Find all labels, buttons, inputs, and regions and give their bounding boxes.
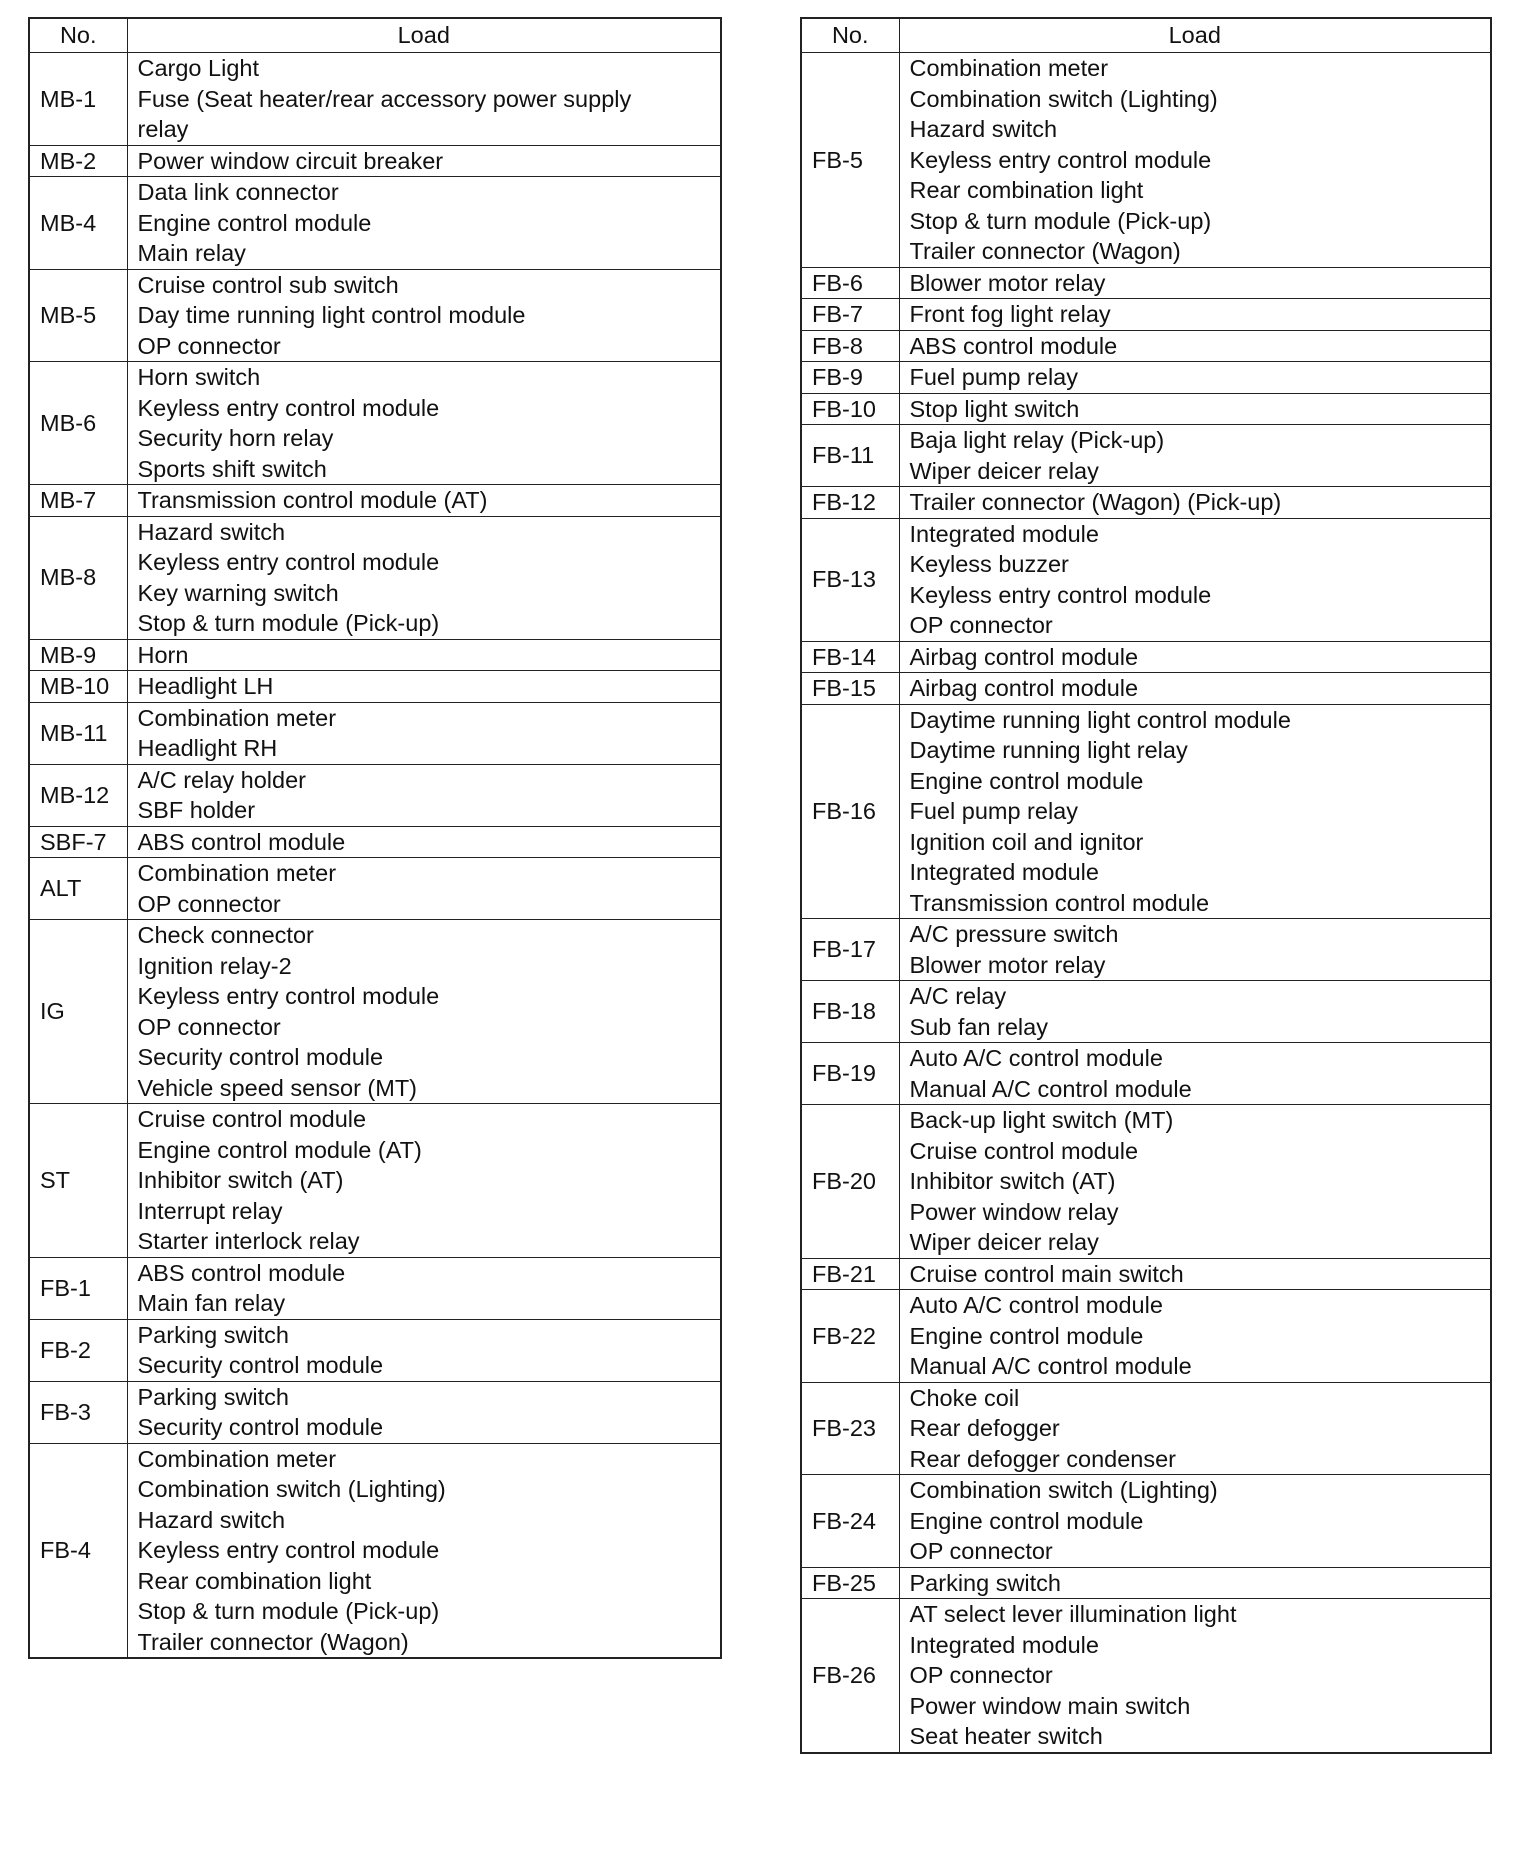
fuse-number: FB-19 — [801, 1043, 899, 1105]
fuse-number: FB-12 — [801, 487, 899, 519]
table-row — [801, 299, 1491, 331]
table-row — [801, 673, 1491, 705]
load-cell — [899, 487, 1491, 519]
table-row — [29, 516, 721, 639]
fuse-number: FB-17 — [801, 919, 899, 981]
load-item: ABS control module — [137, 1259, 346, 1286]
load-cell — [127, 269, 721, 362]
fuse-number: FB-14 — [801, 641, 899, 673]
load-item: AT select lever illumination light — [909, 1601, 1237, 1627]
load-item: Sports shift switch — [137, 455, 327, 482]
load-item: relay — [137, 116, 189, 142]
load-item: Trailer connector (Wagon) — [137, 1628, 409, 1655]
fuse-number: FB-1 — [29, 1257, 127, 1319]
fuse-number: FB-4 — [29, 1443, 127, 1658]
load-cell — [127, 362, 721, 485]
load-cell — [127, 145, 721, 177]
load-cell — [899, 1105, 1491, 1259]
load-item: Keyless entry control module — [137, 549, 440, 575]
load-cell — [899, 362, 1491, 394]
load-cell — [127, 920, 721, 1104]
fuse-number: FB-18 — [801, 981, 899, 1043]
fuse-number: MB-7 — [29, 485, 127, 517]
load-cell — [127, 53, 721, 146]
load-item: Check connector — [137, 922, 314, 948]
load-item: Trailer connector (Wagon) — [909, 238, 1181, 264]
load-cell — [127, 702, 721, 764]
fuse-number: ALT — [29, 858, 127, 920]
load-item: Airbag control module — [909, 675, 1139, 701]
table-row — [29, 362, 721, 485]
load-cell — [899, 425, 1491, 487]
load-item: Power window relay — [909, 1198, 1119, 1225]
fuse-number: FB-5 — [801, 53, 899, 268]
table-row — [29, 1443, 721, 1658]
fuse-number: FB-7 — [801, 299, 899, 331]
load-item: ABS control module — [909, 332, 1118, 359]
fuse-number: MB-4 — [29, 177, 127, 270]
load-item: Combination meter — [137, 1445, 337, 1472]
load-cell — [127, 1257, 721, 1319]
table-row — [801, 267, 1491, 299]
load-item: Rear defogger — [909, 1415, 1060, 1441]
fuse-number: FB-25 — [801, 1567, 899, 1599]
load-item: Manual A/C control module — [909, 1353, 1192, 1379]
load-cell — [127, 639, 721, 671]
load-item: Hazard switch — [137, 518, 286, 545]
fuse-number: MB-10 — [29, 671, 127, 703]
load-item: Combination meter — [909, 55, 1109, 81]
load-item: Integrated module — [909, 1631, 1099, 1658]
load-item: Ignition relay-2 — [137, 952, 292, 979]
load-cell — [899, 673, 1491, 705]
fuse-number: FB-21 — [801, 1258, 899, 1290]
load-item: Airbag control module — [909, 643, 1139, 670]
load-item: Fuel pump relay — [909, 798, 1078, 824]
table-row — [801, 1290, 1491, 1383]
load-item: Starter interlock relay — [137, 1228, 360, 1254]
load-item: Keyless entry control module — [137, 1537, 440, 1563]
load-item: Wiper deicer relay — [909, 457, 1099, 484]
fuse-number: MB-5 — [29, 269, 127, 362]
table-body — [29, 53, 721, 1659]
column-header-no: No. — [801, 18, 899, 53]
load-item: SBF holder — [137, 797, 256, 823]
load-item: Combination switch (Lighting) — [909, 85, 1218, 112]
load-item: Rear combination light — [909, 177, 1144, 203]
load-item: Headlight LH — [137, 673, 274, 699]
load-cell — [899, 981, 1491, 1043]
fuse-load-table-right — [800, 17, 1492, 1754]
load-item: Stop & turn module (Pick-up) — [137, 1598, 440, 1624]
load-cell — [127, 516, 721, 639]
load-cell — [127, 485, 721, 517]
load-item: Hazard switch — [137, 1506, 286, 1533]
load-item: Cruise control module — [909, 1137, 1139, 1164]
load-item: OP connector — [909, 1662, 1053, 1688]
load-item: Parking switch — [137, 1321, 289, 1348]
fuse-number: FB-15 — [801, 673, 899, 705]
load-item: Engine control module — [909, 767, 1144, 794]
table-row — [29, 1319, 721, 1381]
column-header-load: Load — [127, 18, 721, 53]
table-row — [801, 1258, 1491, 1290]
load-item: Seat heater switch — [909, 1723, 1103, 1749]
load-item: Sub fan relay — [909, 1013, 1048, 1040]
load-item: Security horn relay — [137, 425, 334, 451]
load-item: Main fan relay — [137, 1290, 286, 1316]
load-item: Daytime running light relay — [909, 737, 1188, 763]
load-item: OP connector — [137, 1013, 281, 1040]
load-item: Front fog light relay — [909, 301, 1111, 327]
load-item: Cargo Light — [137, 55, 259, 81]
load-item: Cruise control sub switch — [137, 271, 399, 298]
fuse-number: FB-2 — [29, 1319, 127, 1381]
load-item: Power window circuit breaker — [137, 147, 444, 174]
fuse-number: FB-16 — [801, 704, 899, 919]
fuse-number: IG — [29, 920, 127, 1104]
load-item: Blower motor relay — [909, 269, 1106, 296]
table-row — [29, 177, 721, 270]
load-item: OP connector — [137, 332, 281, 359]
load-cell — [899, 1475, 1491, 1568]
load-item: A/C pressure switch — [909, 921, 1119, 947]
load-item: Stop light switch — [909, 395, 1080, 422]
load-item: Keyless buzzer — [909, 551, 1069, 577]
load-cell — [899, 518, 1491, 641]
fuse-number: FB-13 — [801, 518, 899, 641]
load-item: Manual A/C control module — [909, 1075, 1192, 1102]
table-row — [801, 518, 1491, 641]
load-item: Parking switch — [137, 1383, 289, 1410]
load-item: Day time running light control module — [137, 302, 526, 328]
load-item: Wiper deicer relay — [909, 1229, 1099, 1255]
fuse-number: SBF-7 — [29, 826, 127, 858]
load-item: Combination meter — [137, 704, 337, 731]
table-row — [801, 919, 1491, 981]
table-row — [801, 1382, 1491, 1475]
load-item: OP connector — [909, 612, 1053, 638]
table-row — [29, 671, 721, 703]
fuse-number: MB-8 — [29, 516, 127, 639]
load-item: Fuse (Seat heater/rear accessory power supply — [137, 85, 632, 112]
table-row — [29, 145, 721, 177]
load-item: Hazard switch — [909, 116, 1058, 142]
load-item: Daytime running light control module — [909, 706, 1291, 733]
table-row — [29, 639, 721, 671]
load-item: Engine control module — [909, 1322, 1144, 1349]
load-item: Combination meter — [137, 860, 337, 886]
load-cell — [899, 1599, 1491, 1753]
load-item: Keyless entry control module — [909, 146, 1212, 173]
table-row — [29, 1257, 721, 1319]
load-item: Keyless entry control module — [909, 581, 1212, 608]
load-cell — [899, 1382, 1491, 1475]
load-item: Combination switch (Lighting) — [137, 1476, 446, 1502]
load-item: Headlight RH — [137, 735, 278, 761]
fuse-number: FB-24 — [801, 1475, 899, 1568]
column-header-no: No. — [29, 18, 127, 53]
table-row — [801, 981, 1491, 1043]
load-cell — [127, 1104, 721, 1258]
load-item: Cruise control module — [137, 1106, 367, 1132]
column-header-load: Load — [899, 18, 1491, 53]
load-item: Keyless entry control module — [137, 983, 440, 1009]
load-cell — [899, 267, 1491, 299]
fuse-number: FB-9 — [801, 362, 899, 394]
table-row — [29, 920, 721, 1104]
load-cell — [127, 1319, 721, 1381]
load-cell — [899, 299, 1491, 331]
load-item: Transmission control module — [909, 889, 1210, 916]
load-item: Data link connector — [137, 179, 339, 205]
fuse-number: MB-11 — [29, 702, 127, 764]
load-item: A/C relay — [909, 983, 1007, 1009]
load-cell — [127, 764, 721, 826]
fuse-number: FB-6 — [801, 267, 899, 299]
fuse-number: MB-9 — [29, 639, 127, 671]
load-item: Auto A/C control module — [909, 1292, 1163, 1318]
table-row — [801, 1475, 1491, 1568]
load-item: OP connector — [137, 890, 281, 917]
load-item: Main relay — [137, 240, 246, 266]
load-item: Choke coil — [909, 1384, 1020, 1411]
table-row — [801, 1599, 1491, 1753]
table-row — [29, 485, 721, 517]
table-row — [801, 393, 1491, 425]
load-item: Integrated module — [909, 859, 1099, 885]
load-item: Vehicle speed sensor (MT) — [137, 1074, 418, 1101]
load-item: Keyless entry control module — [137, 394, 440, 421]
load-item: Security control module — [137, 1414, 384, 1440]
table-row — [801, 1105, 1491, 1259]
fuse-number: FB-10 — [801, 393, 899, 425]
load-cell — [899, 919, 1491, 981]
load-cell — [899, 1290, 1491, 1383]
table-row — [801, 641, 1491, 673]
load-item: A/C relay holder — [137, 766, 306, 793]
header-row — [801, 18, 1491, 53]
load-item: Back-up light switch (MT) — [909, 1107, 1174, 1133]
load-item: Combination switch (Lighting) — [909, 1477, 1218, 1503]
load-item: Fuel pump relay — [909, 364, 1078, 390]
load-cell — [127, 177, 721, 270]
load-item: Parking switch — [909, 1569, 1061, 1596]
table-body — [801, 53, 1491, 1753]
load-cell — [899, 1567, 1491, 1599]
table-row — [29, 1381, 721, 1443]
load-item: Trailer connector (Wagon) (Pick-up) — [909, 489, 1282, 515]
load-item: Security control module — [137, 1044, 384, 1070]
table-row — [801, 330, 1491, 362]
header-row — [29, 18, 721, 53]
load-item: Baja light relay (Pick-up) — [909, 427, 1165, 453]
fuse-number: MB-2 — [29, 145, 127, 177]
load-item: Inhibitor switch (AT) — [909, 1168, 1116, 1194]
load-item: Ignition coil and ignitor — [909, 828, 1144, 855]
load-cell — [899, 704, 1491, 919]
table-row — [29, 826, 721, 858]
table-row — [29, 702, 721, 764]
table-row — [801, 487, 1491, 519]
load-item: Key warning switch — [137, 579, 339, 606]
load-cell — [899, 330, 1491, 362]
fuse-number: FB-26 — [801, 1599, 899, 1753]
table-row — [801, 425, 1491, 487]
fuse-number: ST — [29, 1104, 127, 1258]
load-item: Integrated module — [909, 520, 1099, 547]
load-item: Interrupt relay — [137, 1197, 283, 1224]
load-item: Power window main switch — [909, 1692, 1191, 1719]
fuse-number: FB-22 — [801, 1290, 899, 1383]
load-item: Auto A/C control module — [909, 1045, 1163, 1071]
load-cell — [899, 53, 1491, 268]
load-cell — [899, 641, 1491, 673]
load-cell — [127, 826, 721, 858]
load-item: OP connector — [909, 1538, 1053, 1564]
fuse-number: FB-11 — [801, 425, 899, 487]
fuse-number: FB-23 — [801, 1382, 899, 1475]
table-row — [29, 764, 721, 826]
load-item: Horn switch — [137, 364, 261, 390]
load-cell — [127, 858, 721, 920]
table-row — [29, 1104, 721, 1258]
fuse-number: FB-8 — [801, 330, 899, 362]
table-row — [801, 1567, 1491, 1599]
fuse-number: MB-12 — [29, 764, 127, 826]
load-cell — [899, 1258, 1491, 1290]
load-cell — [127, 1381, 721, 1443]
fuse-number: MB-6 — [29, 362, 127, 485]
load-item: Inhibitor switch (AT) — [137, 1167, 344, 1193]
load-cell — [899, 393, 1491, 425]
load-item: ABS control module — [137, 828, 346, 855]
fuse-number: MB-1 — [29, 53, 127, 146]
load-item: Horn — [137, 641, 189, 668]
load-item: Engine control module — [909, 1507, 1144, 1534]
load-item: Transmission control module (AT) — [137, 487, 488, 513]
load-item: Rear combination light — [137, 1567, 372, 1594]
table-row — [801, 1043, 1491, 1105]
load-cell — [127, 671, 721, 703]
fuse-number: FB-3 — [29, 1381, 127, 1443]
load-item: Stop & turn module (Pick-up) — [137, 610, 440, 636]
load-item: Cruise control main switch — [909, 1260, 1184, 1287]
load-cell — [899, 1043, 1491, 1105]
load-item: Engine control module — [137, 209, 372, 236]
load-item: Rear defogger condenser — [909, 1445, 1177, 1472]
load-cell — [127, 1443, 721, 1658]
fuse-load-table-left — [28, 17, 722, 1659]
load-item: Stop & turn module (Pick-up) — [909, 207, 1212, 234]
table-row — [29, 858, 721, 920]
load-item: Security control module — [137, 1352, 384, 1378]
load-item: Engine control module (AT) — [137, 1136, 422, 1163]
table-row — [29, 53, 721, 146]
load-item: Blower motor relay — [909, 951, 1106, 978]
fuse-number: FB-20 — [801, 1105, 899, 1259]
table-row — [29, 269, 721, 362]
table-row — [801, 704, 1491, 919]
table-row — [801, 362, 1491, 394]
table-row — [801, 53, 1491, 268]
